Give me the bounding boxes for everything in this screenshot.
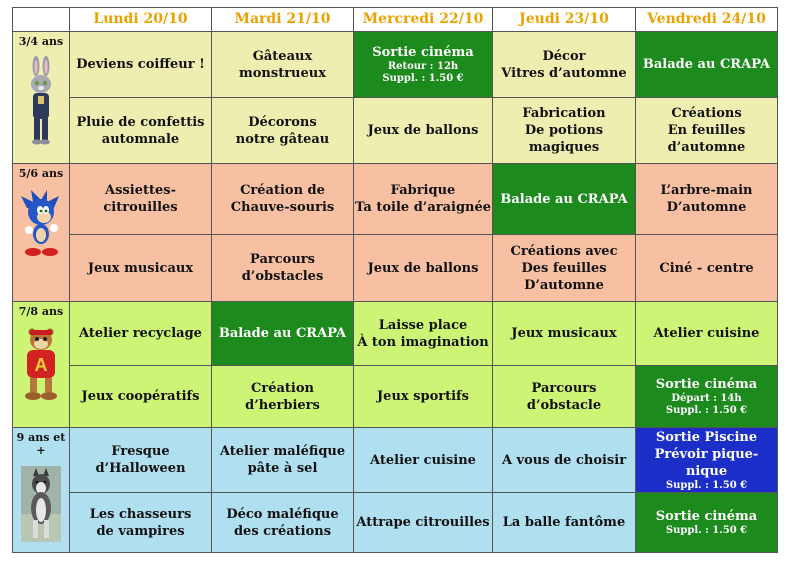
activity-title-line: Ta toile d’araignée [354, 200, 492, 215]
activity-cell-tuesday [212, 164, 354, 235]
activity-title-line: Atelier cuisine [370, 452, 476, 468]
activity-title-line: Chauve-souris [230, 200, 335, 215]
table-row [13, 32, 778, 98]
activity-title-line: Atelier recyclage [79, 326, 202, 341]
activity-title-line: Décorons [248, 114, 317, 130]
activity-detail-line: Départ : 14h [671, 393, 742, 404]
activity-cell-tuesday [212, 98, 354, 164]
activity-title-line: Atelier maléfique [219, 444, 346, 459]
activity-title-line: Atelier cuisine [653, 326, 760, 341]
activity-title-line: Balade au CRAPA [642, 57, 771, 72]
activity-cell-monday [70, 366, 212, 428]
activity-title-line: Sortie cinéma [655, 509, 758, 524]
activity-title-line: Assiettes-citrouilles [103, 183, 178, 215]
husky-dog-photo-icon [21, 466, 61, 547]
activity-title-line: Jeux sportifs [377, 389, 469, 404]
activity-title-line: Balade au CRAPA [500, 191, 628, 207]
activity-cell-monday [70, 32, 212, 98]
activity-detail-line: Retour : 12h [387, 61, 459, 72]
activity-title-line: Prévoir pique-nique [654, 446, 759, 479]
activity-title-line: D’automne [666, 200, 747, 215]
age-group-label-suffix: + [36, 444, 46, 457]
activity-cell-friday [636, 98, 778, 164]
activity-title-line: monstrueux [239, 65, 326, 81]
activity-cell-tuesday [212, 302, 354, 366]
weekly-activity-schedule [12, 7, 778, 553]
activity-cell-thursday [493, 164, 636, 235]
activity-cell-friday [636, 235, 778, 302]
activity-cell-thursday [493, 428, 636, 493]
activity-cell-thursday [493, 493, 636, 553]
activity-title-line: Laisse place [378, 317, 468, 333]
activity-title-line: Jeux coopératifs [81, 389, 200, 404]
activity-cell-friday [636, 32, 778, 98]
activity-cell-tuesday [212, 493, 354, 553]
activity-title-line: L’arbre-main [660, 183, 753, 198]
activity-title-line: Parcours d’obstacle [526, 380, 602, 413]
day-header-friday: Vendredi 24/10 [636, 8, 778, 32]
activity-title-line: Sortie cinéma [372, 45, 474, 60]
activity-title-line: Des feuilles [521, 260, 607, 276]
activity-cell-tuesday [212, 32, 354, 98]
activity-title-line: automnale [101, 131, 180, 147]
activity-title-line: Fabrication [522, 106, 606, 121]
chipmunk-character-icon [21, 326, 61, 407]
corner-cell [13, 8, 70, 32]
svg-text:A: A [34, 355, 48, 375]
activity-title-line: notre gâteau [235, 131, 330, 147]
activity-title-line: De potions magiques [524, 123, 604, 155]
activity-cell-monday [70, 98, 212, 164]
activity-cell-wednesday [354, 366, 493, 428]
activity-cell-wednesday [354, 302, 493, 366]
activity-title-line: Jeux musicaux [511, 326, 617, 341]
activity-detail-line: Suppl. : 1.50 € [665, 525, 748, 536]
activity-cell-thursday [493, 366, 636, 428]
activity-cell-monday [70, 493, 212, 553]
activity-cell-thursday [493, 235, 636, 302]
activity-cell-tuesday [212, 235, 354, 302]
age-group-label: 7/8 ans [18, 305, 64, 318]
activity-title-line: Ciné - centre [659, 260, 754, 276]
activity-cell-wednesday [354, 32, 493, 98]
day-header-row [13, 8, 778, 32]
table-row [13, 366, 778, 428]
activity-title-line: Gâteaux [252, 48, 313, 64]
activity-title-line: de vampires [96, 523, 185, 539]
activity-title-line: d’Halloween [95, 461, 186, 476]
activity-title-line: Création de [240, 183, 325, 198]
activity-title-line: des créations [233, 523, 332, 539]
age-group-label: 5/6 ans [18, 167, 64, 180]
activity-cell-monday [70, 302, 212, 366]
activity-title-line: d’obstacles [241, 269, 324, 284]
activity-title-line: Création d’herbiers [245, 380, 320, 413]
activity-cell-wednesday [354, 493, 493, 553]
activity-cell-wednesday [354, 98, 493, 164]
activity-title-line: En feuilles d’automne [667, 123, 746, 155]
activity-cell-wednesday [354, 164, 493, 235]
day-header-tuesday: Mardi 21/10 [212, 8, 354, 32]
activity-title-line: Parcours [250, 252, 315, 267]
activity-title-line: Sortie Piscine [655, 429, 758, 445]
activity-cell-thursday [493, 302, 636, 366]
activity-title-line: Décor [542, 48, 586, 64]
activity-cell-monday [70, 428, 212, 493]
hedgehog-character-icon [19, 188, 63, 263]
age-group-cell [13, 164, 70, 302]
activity-title-line: Jeux de ballons [367, 260, 479, 276]
table-row [13, 302, 778, 366]
activity-cell-monday [70, 164, 212, 235]
activity-title-line: Fabrique [390, 183, 456, 198]
activity-title-line: Jeux de ballons [367, 123, 479, 138]
activity-title-line: pâte à sel [247, 461, 318, 476]
age-group-cell [13, 302, 70, 428]
activity-title-line: Sortie cinéma [655, 377, 758, 392]
activity-title-line: Jeux musicaux [87, 260, 194, 276]
activity-title-line: Pluie de confettis [76, 114, 205, 130]
activity-detail-line: Suppl. : 1.50 € [665, 405, 748, 416]
activity-cell-monday [70, 235, 212, 302]
day-header-wednesday: Mercredi 22/10 [354, 8, 493, 32]
activity-title-line: Balade au CRAPA [218, 326, 347, 341]
activity-cell-thursday [493, 98, 636, 164]
activity-cell-friday [636, 493, 778, 553]
table-row [13, 235, 778, 302]
activity-title-line: Vitres d’automne [501, 65, 627, 81]
table-row [13, 164, 778, 235]
activity-cell-wednesday [354, 235, 493, 302]
day-header-thursday: Jeudi 23/10 [493, 8, 636, 32]
activity-title-line: Attrape citrouilles [356, 515, 490, 530]
activity-detail-line: Suppl. : 1.50 € [665, 479, 748, 491]
activity-cell-friday [636, 428, 778, 493]
activity-title-line: À ton imagination [357, 334, 489, 350]
activity-cell-tuesday [212, 366, 354, 428]
table-row [13, 98, 778, 164]
age-group-label: 9 ans et [16, 431, 66, 444]
activity-title-line: Déco maléfique [226, 506, 339, 522]
table-row [13, 493, 778, 553]
activity-title-line: La balle fantôme [502, 515, 626, 530]
activity-cell-thursday [493, 32, 636, 98]
activity-title-line: D’automne [524, 277, 604, 293]
activity-title-line: Créations [671, 106, 742, 121]
age-group-cell [13, 32, 70, 164]
activity-cell-wednesday [354, 428, 493, 493]
day-header-monday: Lundi 20/10 [70, 8, 212, 32]
activity-title-line: Créations avec [510, 243, 618, 259]
age-group-cell [13, 428, 70, 553]
age-group-label: 3/4 ans [18, 35, 64, 48]
activity-cell-friday [636, 366, 778, 428]
table-row [13, 428, 778, 493]
activity-cell-tuesday [212, 428, 354, 493]
activity-cell-friday [636, 164, 778, 235]
activity-title-line: Fresque [111, 444, 170, 459]
activity-detail-line: Suppl. : 1.50 € [382, 73, 464, 84]
activity-title-line: Deviens coiffeur ! [76, 57, 205, 72]
activity-title-line: Les chasseurs [89, 506, 192, 522]
activity-cell-friday [636, 302, 778, 366]
activity-title-line: A vous de choisir [501, 452, 627, 468]
rabbit-character-icon [24, 56, 58, 153]
